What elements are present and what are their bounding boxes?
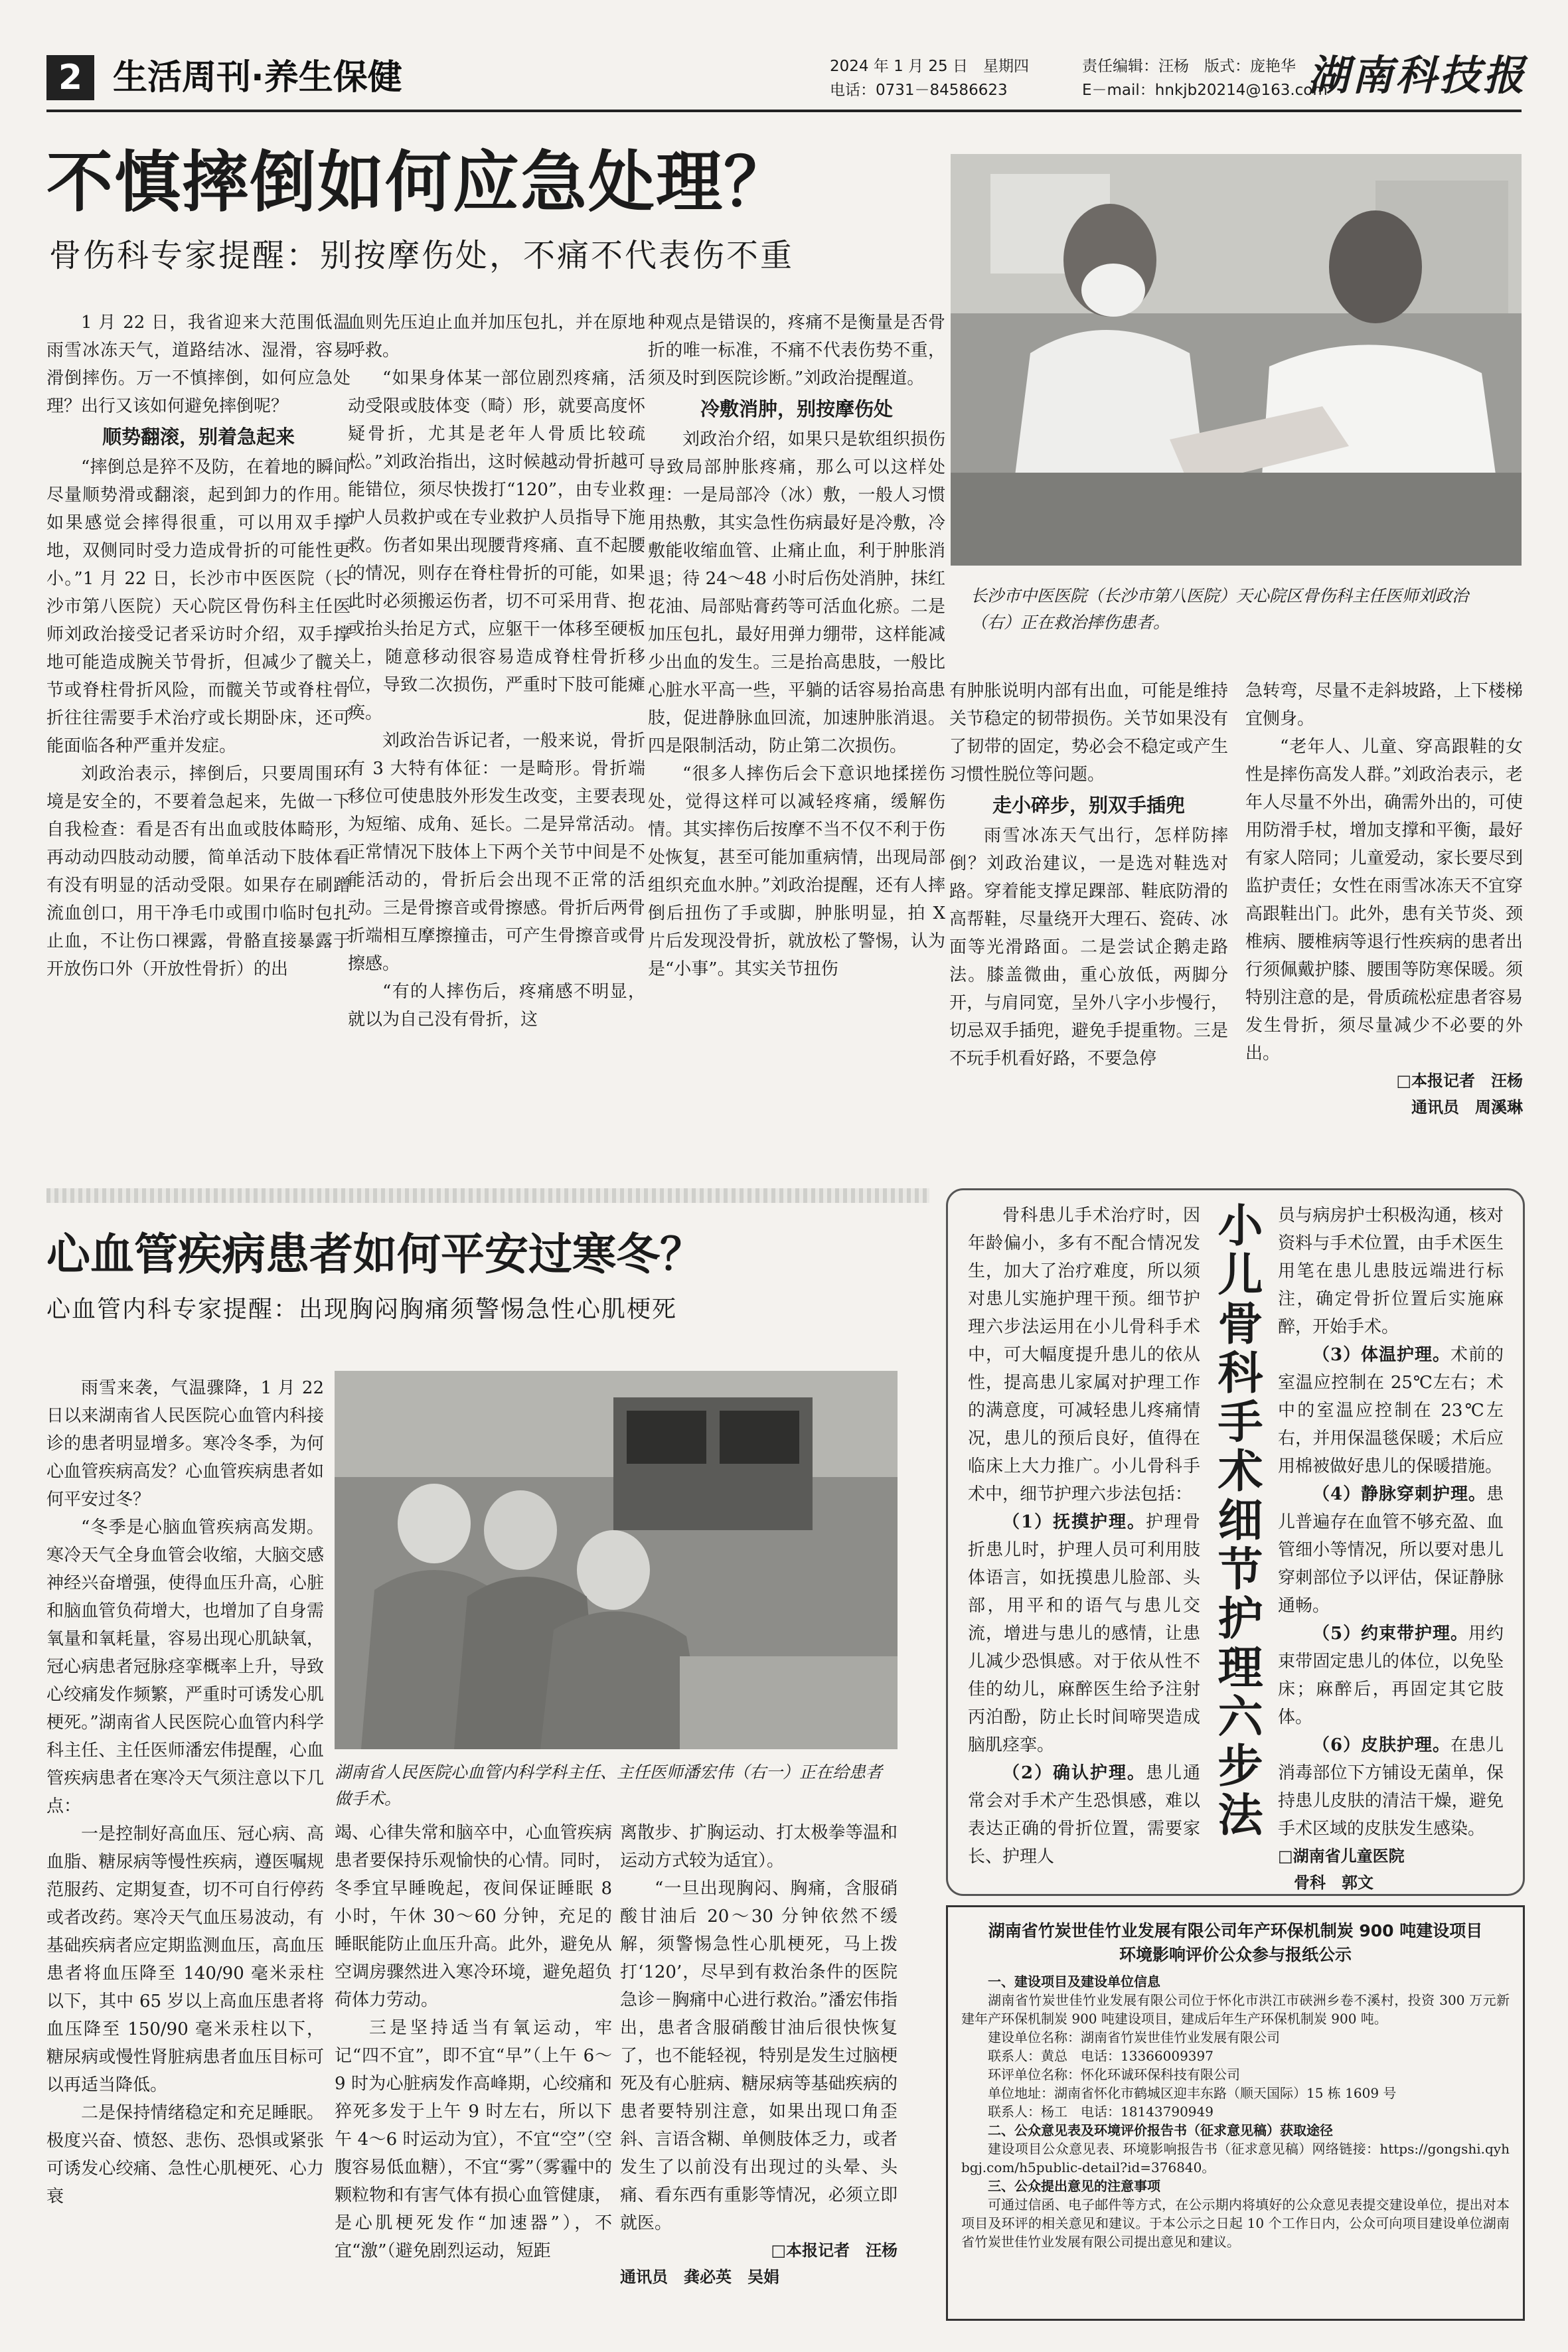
paragraph: “老年人、儿童、穿高跟鞋的女性是摔伤高发人群。”刘政治表示，老年人尽量不外出，确需外出的，可使用防滑手杖，增加支撑和平衡，最好有家人陪同；儿童爱动，家长要尽到监护责任；女性在雨雪冰冻天不宜穿高跟鞋出门。此外，患有关节炎、颈椎病、腰椎病等退行性疾病的患者出行须佩戴护膝、腰围等防寒保暖。须特别注意的是，骨质疏松症患者容易发生骨折，须尽量减少不必要的外出。 — [1245, 737, 1523, 1063]
paragraph: “有的人摔伤后，疼痛感不明显，就以为自己没有骨折，这 — [348, 982, 645, 1030]
article1-photo-caption: 长沙市中医医院（长沙市第八医院）天心院区骨伤科主任医师刘政治（右）正在救治摔伤患者。 — [971, 586, 1469, 632]
paragraph: “摔倒总是猝不及防，在着地的瞬间尽量顺势滑或翻滚，起到卸力的作用。如果感觉会摔得很重，可以用双手撑地，双侧同时受力造成骨折的可能性更小。”1 月 22 日，长沙市中医医院（长沙市第八医院）天心院区骨伤科主任医师刘政治接受记者采访时介绍，双手撑地可能造成腕关节骨折，但减少了髋关节或脊柱骨折风险，而髋关节或脊柱骨折往往需要手术治疗或长期卧床，还可能面临各种严重并发症。 — [46, 457, 351, 756]
notice-line: 可通过信函、电子邮件等方式，在公示期内将填好的公众意见表提交建设单位，提出对本项目及环评的相关意见和建议。于本公示之日起 10 个工作日内，公众可向项目建设单位湖南省竹炭世佳竹业发展有限公司提出意见和建议。 — [961, 2197, 1510, 2250]
paragraph — [968, 1759, 1200, 1871]
article2-col3 — [620, 1819, 898, 2323]
article1-col1 — [46, 309, 351, 1132]
step-text: 在患儿消毒部位下方铺设无菌单，保持患儿皮肤的清洁干燥，避免手术区域的皮肤发生感染。 — [1278, 1735, 1504, 1839]
article3-col1 — [968, 1202, 1200, 1879]
paragraph: 1 月 22 日，我省迎来大范围低温雨雪冰冻天气，道路结冰、湿滑，容易滑倒摔伤。万一不慎摔倒，如何应急处理？出行又该如何避免摔倒呢？ — [46, 313, 351, 416]
notice-line: 湖南省竹炭世佳竹业发展有限公司位于怀化市洪江市硖洲乡卷不溪村，投资 300 万元新建年产环保机制炭 900 吨建设项目，建成后年生产环保机制炭 900 吨。 — [961, 1992, 1510, 2027]
byline-reporter: □本报记者 汪杨 — [1396, 1071, 1523, 1090]
masthead-logo: 湖南科技报 — [1308, 51, 1528, 100]
article1-photo — [951, 154, 1522, 566]
byline-hospital: □湖南省儿童医院 — [1278, 1847, 1405, 1865]
paragraph: 刘政治介绍，如果只是软组织损伤导致局部肿胀疼痛，那么可以这样处理：一是局部冷（冰）敷，一般人习惯用热敷，其实急性伤病最好是冷敷，冷敷能收缩血管、止痛止血，利于肿胀消退；待 24～48 小时后伤处消肿，抹红花油、局部贴膏药等可活血化瘀。二是加压包扎，最好用弹力绷带，这样能减少出血的发生。三是抬高患肢，一般比心脏水平高一些，平躺的话容易抬高患肢，促进静脉血回流，加速肿胀消退。四是限制活动，防止第二次损伤。 — [648, 430, 945, 756]
subheading: 顺势翻滚，别着急起来 — [102, 426, 295, 448]
notice-line: 环评单位名称：怀化环诚环保科技有限公司 — [988, 2067, 1240, 2082]
article1-col5 — [1245, 677, 1523, 1142]
step-heading: （5）约束带护理。 — [1312, 1624, 1468, 1644]
step-heading: （3）体温护理。 — [1312, 1345, 1451, 1365]
article2-subtitle: 心血管内科专家提醒：出现胸闷胸痛须警惕急性心肌梗死 — [46, 1296, 678, 1323]
notice-title: 湖南省竹炭世佳竹业发展有限公司年产环保机制炭 900 吨建设项目 — [988, 1921, 1483, 1940]
step-text: 用约束带固定患儿的体位，以免坠床；麻醉后，再固定其它肢体。 — [1278, 1624, 1504, 1727]
header-bar — [46, 50, 1528, 106]
notice-line: 联系人：杨工 电话：18143790949 — [988, 2104, 1214, 2120]
surgery-room-image — [335, 1371, 898, 1749]
paragraph — [1278, 1731, 1504, 1843]
editors: 责任编辑：汪杨 版式：庞艳华 — [1082, 58, 1296, 75]
paragraph: 刘政治表示，摔倒后，只要周围环境是安全的，不要着急起来，先做一下自我检查：看是否有出血或肢体畸形，再动动四肢动动腰，简单活动下肢体看有没有明显的活动受限。如果存在刷蹭流血创口，用干净毛巾或围巾临时包扎止血，不让伤口裸露，骨骼直接暴露于开放伤口外（开放性骨折）的出 — [46, 764, 351, 979]
paragraph: 血则先压迫止血并加压包扎，并在原地呼救。 — [348, 313, 645, 360]
notice-line: 单位地址：湖南省怀化市鹤城区迎丰东路（顺天国际）15 栋 1609 号 — [988, 2085, 1397, 2101]
paragraph — [1278, 1620, 1504, 1731]
article1-col4 — [949, 677, 1228, 1135]
header-rule — [46, 110, 1522, 112]
article1-title: 不慎摔倒如何应急处理？ — [46, 143, 791, 221]
notice-subtitle: 环境影响评价公众参与报纸公示 — [1119, 1945, 1352, 1964]
phone: 电话：0731－84586623 — [830, 82, 1008, 99]
article2-col1 — [46, 1374, 324, 2317]
step-heading: （6）皮肤护理。 — [1312, 1735, 1451, 1755]
issue-date: 2024 年 1 月 25 日 星期四 — [830, 58, 1029, 75]
notice-line: 联系人：黄总 电话：13366009397 — [988, 2048, 1214, 2064]
page-number: 2 — [46, 55, 94, 100]
paragraph — [1278, 1480, 1504, 1620]
paragraph: 员与病房护士积极沟通，核对资料与手术位置，由手术医生用笔在患儿患肢远端进行标注，确定骨折位置后实施麻醉，开始手术。 — [1278, 1206, 1504, 1337]
paragraph: 二是保持情绪稳定和充足睡眠。极度兴奋、愤怒、悲伤、恐惧或紧张可诱发心绞痛、急性心肌梗死、心力衰 — [46, 2103, 324, 2207]
paragraph: 雨雪冰冻天气出行，怎样防摔倒？刘政治建议，一是选对鞋选对路。穿着能支撑足踝部、鞋底防滑的高帮鞋，尽量绕开大理石、瓷砖、冰面等光滑路面。二是尝试企鹅走路法。膝盖微曲，重心放低，两脚分开，与肩同宽，呈外八字小步慢行，切忌双手插兜，避免手提重物。三是不玩手机看好路，不要急停 — [949, 826, 1228, 1069]
paragraph — [968, 1508, 1200, 1759]
public-notice — [946, 1905, 1525, 2321]
paragraph: “很多人摔伤后会下意识地揉搓伤处，觉得这样可以减轻疼痛，缓解伤情。其实摔伤后按摩不当不仅不利于伤处恢复，甚至可能加重病情，出现局部组织充血水肿。”刘政治提醒，还有人摔倒后扭伤了手或脚，肿胀明显，拍 X 片后发现没骨折，就放松了警惕，认为是“小事”。其实关节扭伤 — [648, 764, 945, 979]
paragraph: 雨雪来袭，气温骤降，1 月 22 日以来湖南省人民医院心血管内科接诊的患者明显增多。寒冷冬季，为何心血管疾病高发？心血管疾病患者如何平安过冬？ — [46, 1378, 324, 1510]
step-text: 患儿普遍存在血管不够充盈、血管细小等情况，所以要对患儿穿刺部位予以评估，保证静脉通畅。 — [1278, 1484, 1504, 1616]
article1-col3 — [648, 309, 945, 1132]
byline-correspondent: 通讯员 龚必英 吴娟 — [620, 2268, 779, 2286]
step-heading: （2）确认护理。 — [1002, 1763, 1146, 1783]
subheading: 冷敷消肿，别按摩伤处 — [700, 398, 893, 420]
article3-title: 小儿骨科手术细节护理六步法 — [1210, 1202, 1263, 1840]
doctor-treating-patient-image — [951, 154, 1522, 566]
article2-col2 — [335, 1819, 612, 2317]
paragraph: “如果身体某一部位剧烈疼痛，活动受限或肢体变（畸）形，就要高度怀疑骨折，尤其是老年人骨质比较疏松。”刘政治指出，这时候越动骨折越可能错位，须尽快拨打“120”，由专业救护人员救护或在专业救护人员指导下施救。伤者如果出现腰背疼痛、直不起腰的情况，则存在脊柱骨折的可能，如果此时必须搬运伤者，切不可采用背、抱或抬头抬足方式，应躯干一体移至硬板上，随意移动很容易造成脊柱骨折移位，导致二次损伤，严重时下肢可能瘫痪。 — [348, 368, 645, 723]
paragraph: 一是控制好高血压、冠心病、高血脂、糖尿病等慢性疾病，遵医嘱规范服药、定期复查，切不可自行停药或者改药。寒冷天气血压易波动，有基础疾病者应定期监测血压，高血压患者将血压降至 140/90 毫米汞柱以下，其中 65 岁以上高血压患者将血压降至 150/90 毫米汞柱以下，糖尿病或慢性肾脏病患者血压目标可以再适当降低。 — [46, 1824, 324, 2095]
step-text: 患儿通常会对手术产生恐惧感，难以表达正确的骨折位置，需要家长、护理人 — [968, 1763, 1200, 1867]
article2-title: 心血管疾病患者如何平安过寒冬？ — [46, 1229, 704, 1280]
step-text: 护理骨折患儿时，护理人员可利用肢体语言，如抚摸患儿脸部、头部，用平和的语气与患儿交流，增进与患儿的感情，让患儿减少恐惧感。对于依从性不佳的幼儿，麻醉医生给予注射丙泊酚，防止长时间啼哭造成脑肌痉挛。 — [968, 1512, 1200, 1755]
article3-col2 — [1278, 1202, 1504, 1892]
paragraph: “冬季是心脑血管疾病高发期。寒冷天气全身血管会收缩，大脑交感神经兴奋增强，使得血压升高，心脏和脑血管负荷增大，也增加了自身需氧量和氧耗量，容易出现心肌缺氧，冠心病患者冠脉痉挛概率上升，导致心绞痛发作频繁，严重时可诱发心肌梗死。”湖南省人民医院心血管内科学科主任、主任医师潘宏伟提醒，心血管疾病患者在寒冷天气须注意以下几点： — [46, 1518, 324, 1816]
notice-section: 二、公众意见表及环境评价报告书（征求意见稿）获取途径 — [988, 2122, 1333, 2138]
paragraph: 种观点是错误的，疼痛不是衡量是否骨折的唯一标准，不痛不代表伤势不重，须及时到医院诊断。”刘政治提醒道。 — [648, 313, 945, 388]
email: E－mail：hnkjb20214@163.com — [1082, 82, 1328, 99]
paragraph: 离散步、扩胸运动、打太极拳等温和运动方式较为适宜）。 — [620, 1823, 898, 1871]
byline-correspondent: 通讯员 周溪琳 — [1411, 1098, 1523, 1117]
section-name: 生活周刊·养生保健 — [113, 58, 402, 98]
paragraph: “一旦出现胸闷、胸痛，含服硝酸甘油后 20～30 分钟依然不缓解，须警惕急性心肌梗死，马上拨打‘120’，尽早到有救治条件的医院急诊－胸痛中心进行救治。”潘宏伟指出，患者含服硝酸甘油后很快恢复了，也不能轻视，特别是发生过脑梗死及有心脏病、糖尿病等基础疾病的患者要特别注意，如果出现口角歪斜、言语含糊、单侧肢体乏力，或者发生了以前没有出现过的头晕、头痛、看东西有重影等情况，必须立即就医。 — [620, 1879, 898, 2233]
paragraph: 竭、心律失常和脑卒中，心血管疾病患者要保持乐观愉快的心情。同时，冬季宜早睡晚起，夜间保证睡眠 8 小时，午休 30～60 分钟，充足的睡眠能防止血压升高。此外，避免从空调房骤然进入寒冷环境，避免超负荷体力劳动。 — [335, 1823, 612, 2010]
notice-line: 建设单位名称：湖南省竹炭世佳竹业发展有限公司 — [988, 2029, 1280, 2045]
byline-reporter: □本报记者 汪杨 — [771, 2241, 898, 2260]
paragraph: 有肿胀说明内部有出血，可能是维持关节稳定的韧带损伤。关节如果没有了韧带的固定，势必会不稳定或产生习惯性脱位等问题。 — [949, 681, 1228, 785]
article2-photo — [335, 1371, 898, 1749]
article2-photo-caption: 湖南省人民医院心血管内科学科主任、主任医师潘宏伟（右一）正在给患者做手术。 — [335, 1763, 883, 1808]
article1-col2 — [348, 309, 645, 1132]
article1-subtitle: 骨伤科专家提醒：别按摩伤处，不痛不代表伤不重 — [49, 237, 795, 274]
byline-author: 骨科 郭文 — [1294, 1873, 1373, 1892]
paragraph: 骨科患儿手术治疗时，因年龄偏小，多有不配合情况发生，加大了治疗难度，所以须对患儿实施护理干预。细节护理六步法运用在小儿骨科手术中，可大幅度提升患儿的依从性，提高患儿家属对护理工作的满意度，可减轻患儿疼痛情况，患儿的预后良好，值得在临床上大力推广。小儿骨科手术中，细节护理六步法包括： — [968, 1206, 1200, 1504]
paragraph: 三是坚持适当有氧运动，牢记“四不宜”，即不宜“早”（上午 6～9 时为心脏病发作高峰期，心绞痛和猝死多发于上午 9 时左右，所以下午 4～6 时运动为宜），不宜“空”（空腹容易低血糖），不宜“雾”（雾霾中的颗粒物和有害气体有损心血管健康，是心肌梗死发作“加速器”），不宜“激”（避免剧烈运动，短距 — [335, 2018, 612, 2261]
step-heading: （4）静脉穿刺护理。 — [1312, 1484, 1486, 1504]
paragraph: 刘政治告诉记者，一般来说，骨折有 3 大特有体征：一是畸形。骨折端移位可使患肢外形发生改变，主要表现为短缩、成角、延长。二是异常活动。正常情况下肢体上下两个关节中间是不能活动的，骨折后会出现不正常的活动。三是骨擦音或骨擦感。骨折后两骨折端相互摩擦撞击，可产生骨擦音或骨擦感。 — [348, 731, 645, 974]
step-text: 术前的室温应控制在 25℃左右；术中的室温应控制在 23℃左右，并用保温毯保暖；术后应用棉被做好患儿的保暖措施。 — [1278, 1345, 1504, 1476]
notice-section: 一、建设项目及建设单位信息 — [988, 1974, 1160, 1990]
paragraph: 急转弯，尽量不走斜坡路，上下楼梯宜侧身。 — [1245, 681, 1523, 729]
subheading: 走小碎步，别双手插兜 — [992, 794, 1185, 817]
notice-section: 三、公众提出意见的注意事项 — [988, 2178, 1160, 2194]
paragraph — [1278, 1341, 1504, 1480]
notice-line: 建设项目公众意见表、环境影响报告书（征求意见稿）网络链接：https://gongshi.qyhbgj.com/h5public-detail?id=376840。 — [961, 2141, 1510, 2175]
step-heading: （1）抚摸护理。 — [1002, 1512, 1146, 1532]
section-divider — [46, 1188, 929, 1203]
